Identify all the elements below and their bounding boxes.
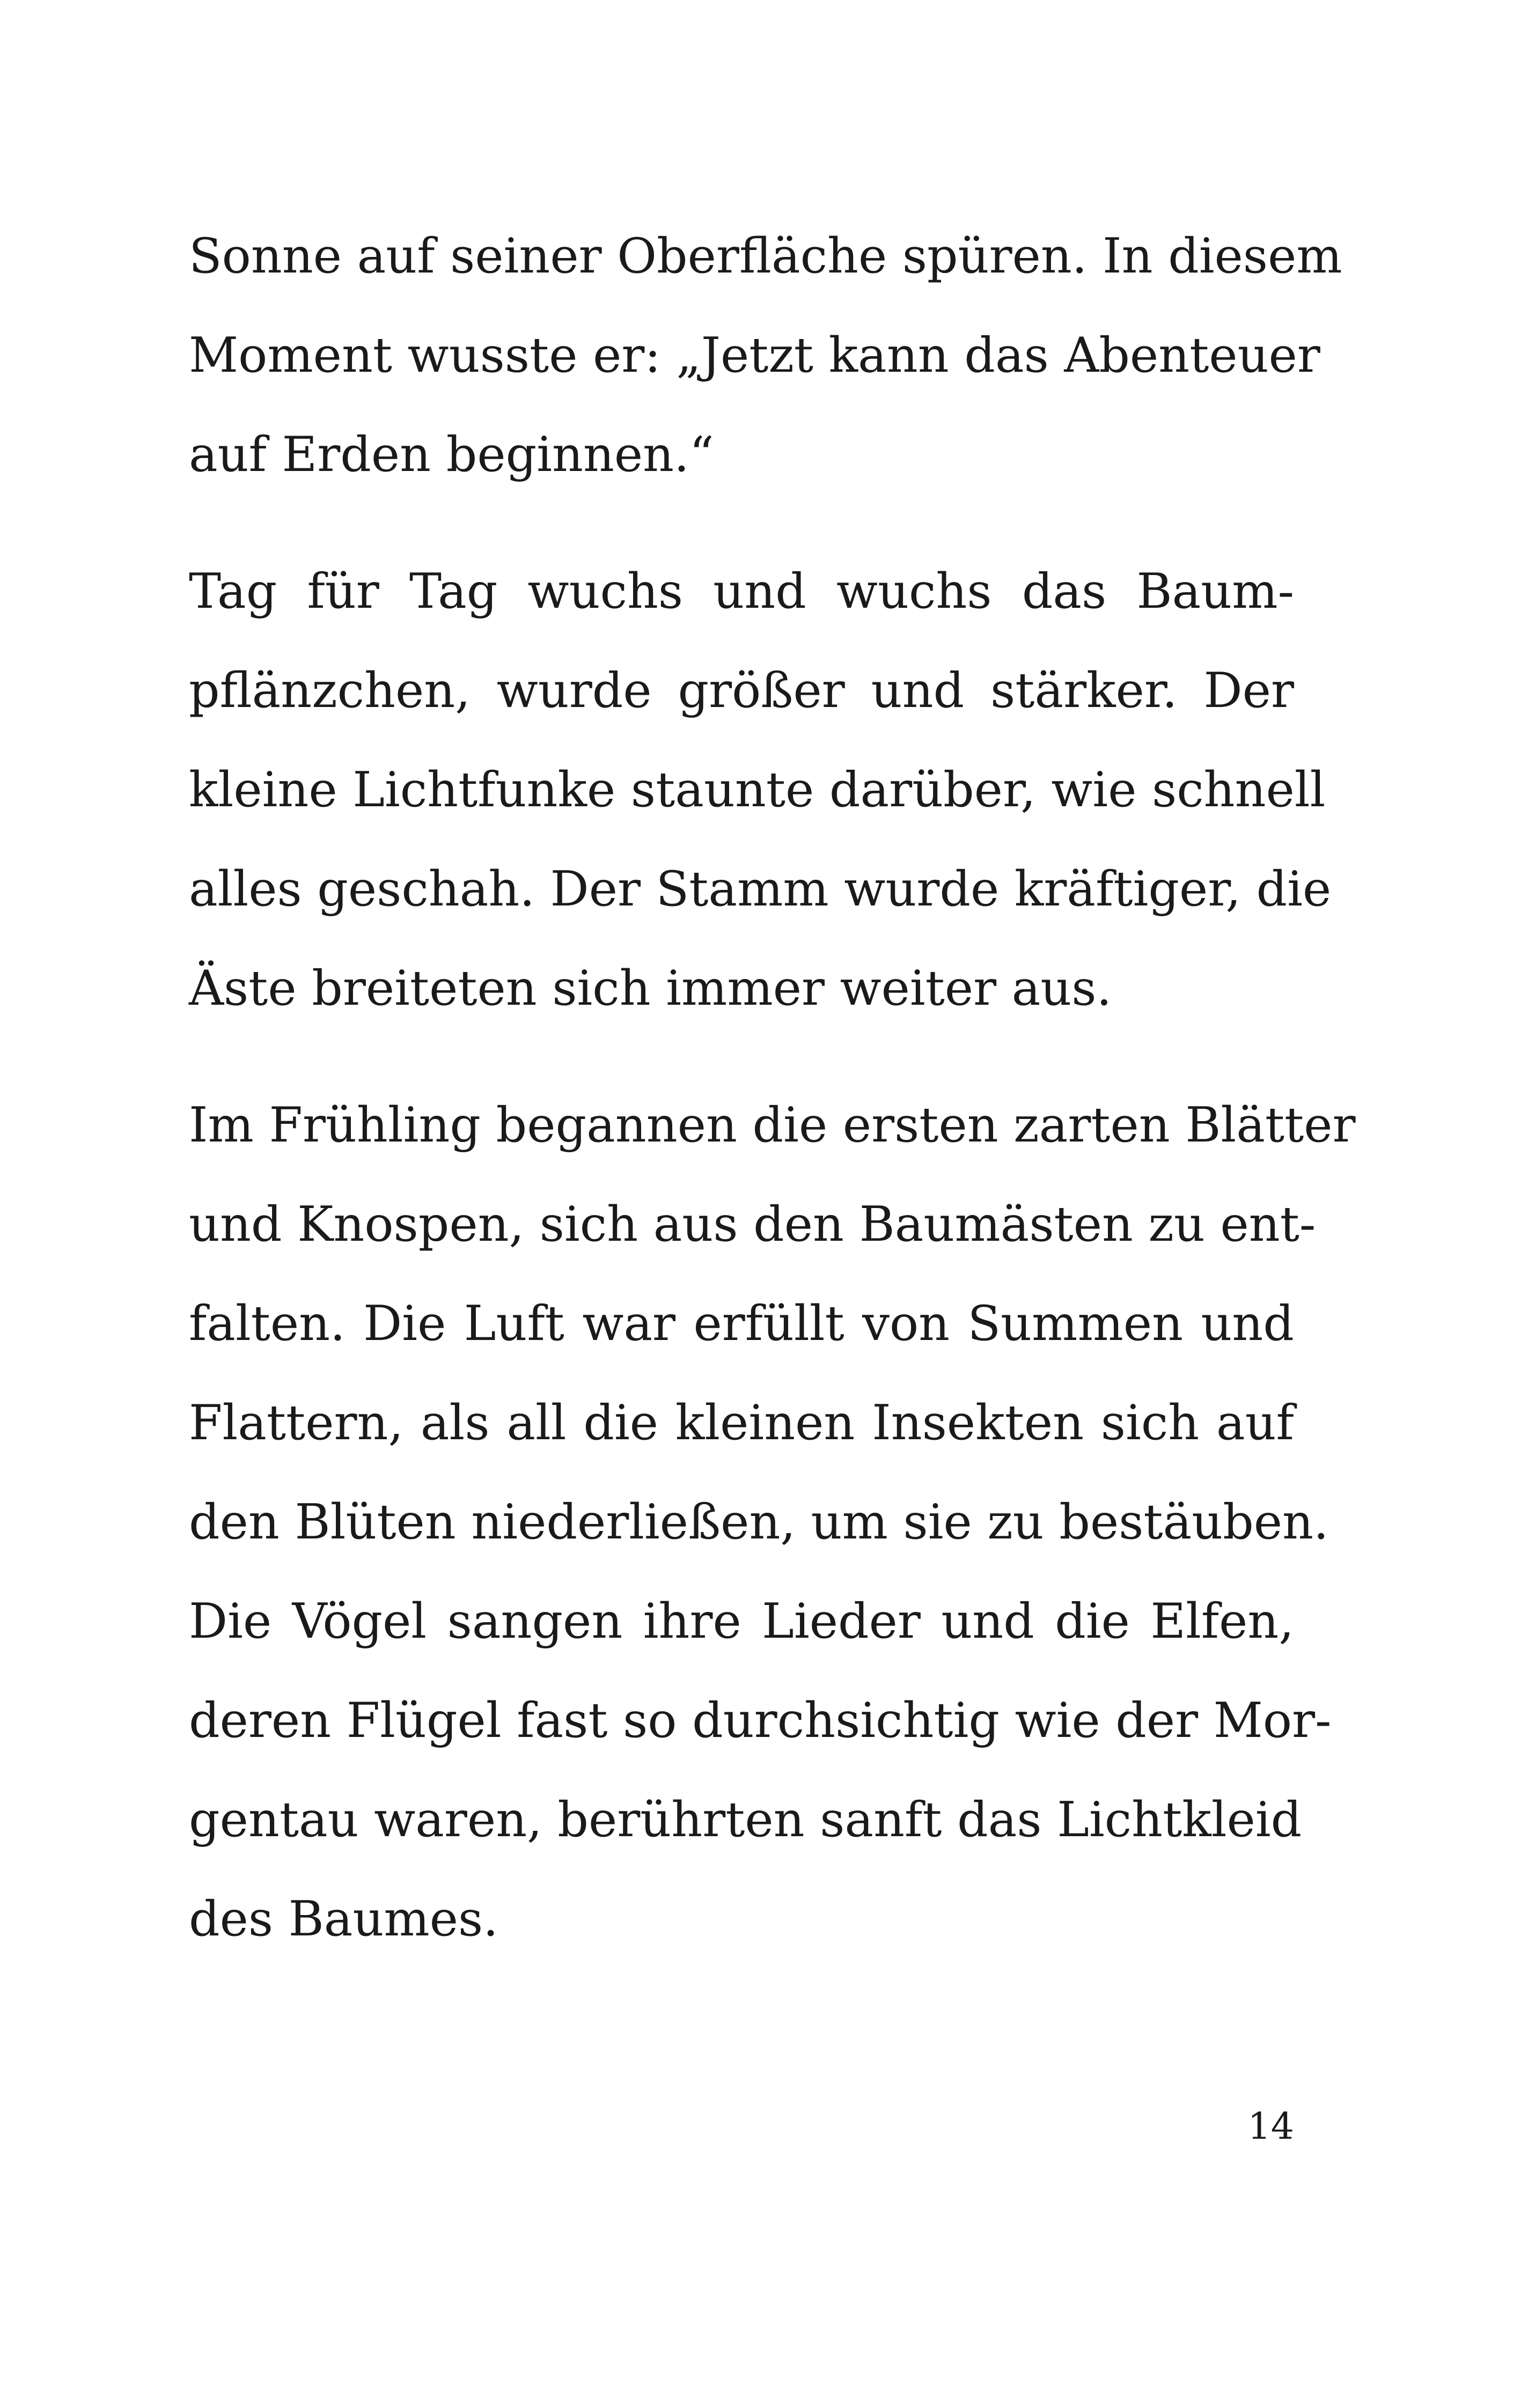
text-line: Sonne auf seiner Oberfläche spüren. In diesem [189,228,1342,284]
page-number: 14 [1247,2105,1294,2148]
text-line: den Blüten niederließen, um sie zu bestäuben. [189,1494,1329,1550]
text-line: Äste breiteten sich immer weiter aus. [189,960,1112,1017]
text-line: Tag für Tag wuchs und wuchs das Baum- [189,563,1294,620]
text-line: falten. Die Luft war erfüllt von Summen und [189,1295,1294,1352]
text-line: deren Flügel fast so durchsichtig wie der Mor- [189,1692,1332,1749]
text-line: pflänzchen, wurde größer und stärker. Der [189,662,1294,719]
text-line: kleine Lichtfunke staunte darüber, wie schnell [189,762,1326,818]
text-line: Flattern, als all die kleinen Insekten sich auf [189,1395,1294,1451]
body-text [189,207,1356,1969]
text-line: auf Erden beginnen.“ [189,426,714,483]
paragraph-2 [189,542,1332,1038]
paragraph-3 [189,1076,1356,1969]
paragraph-1 [189,207,1342,504]
text-line: des Baumes. [189,1891,498,1947]
text-line: Die Vögel sangen ihre Lieder und die Elfen, [189,1593,1294,1649]
text-line: und Knospen, sich aus den Baumästen zu ent- [189,1196,1316,1253]
text-line: alles geschah. Der Stamm wurde kräftiger, die [189,861,1332,917]
text-line: gentau waren, berührten sanft das Lichtkleid [189,1792,1302,1848]
text-line: Moment wusste er: „Jetzt kann das Abenteuer [189,327,1320,384]
text-line: Im Frühling begannen die ersten zarten Blätter [189,1097,1356,1153]
